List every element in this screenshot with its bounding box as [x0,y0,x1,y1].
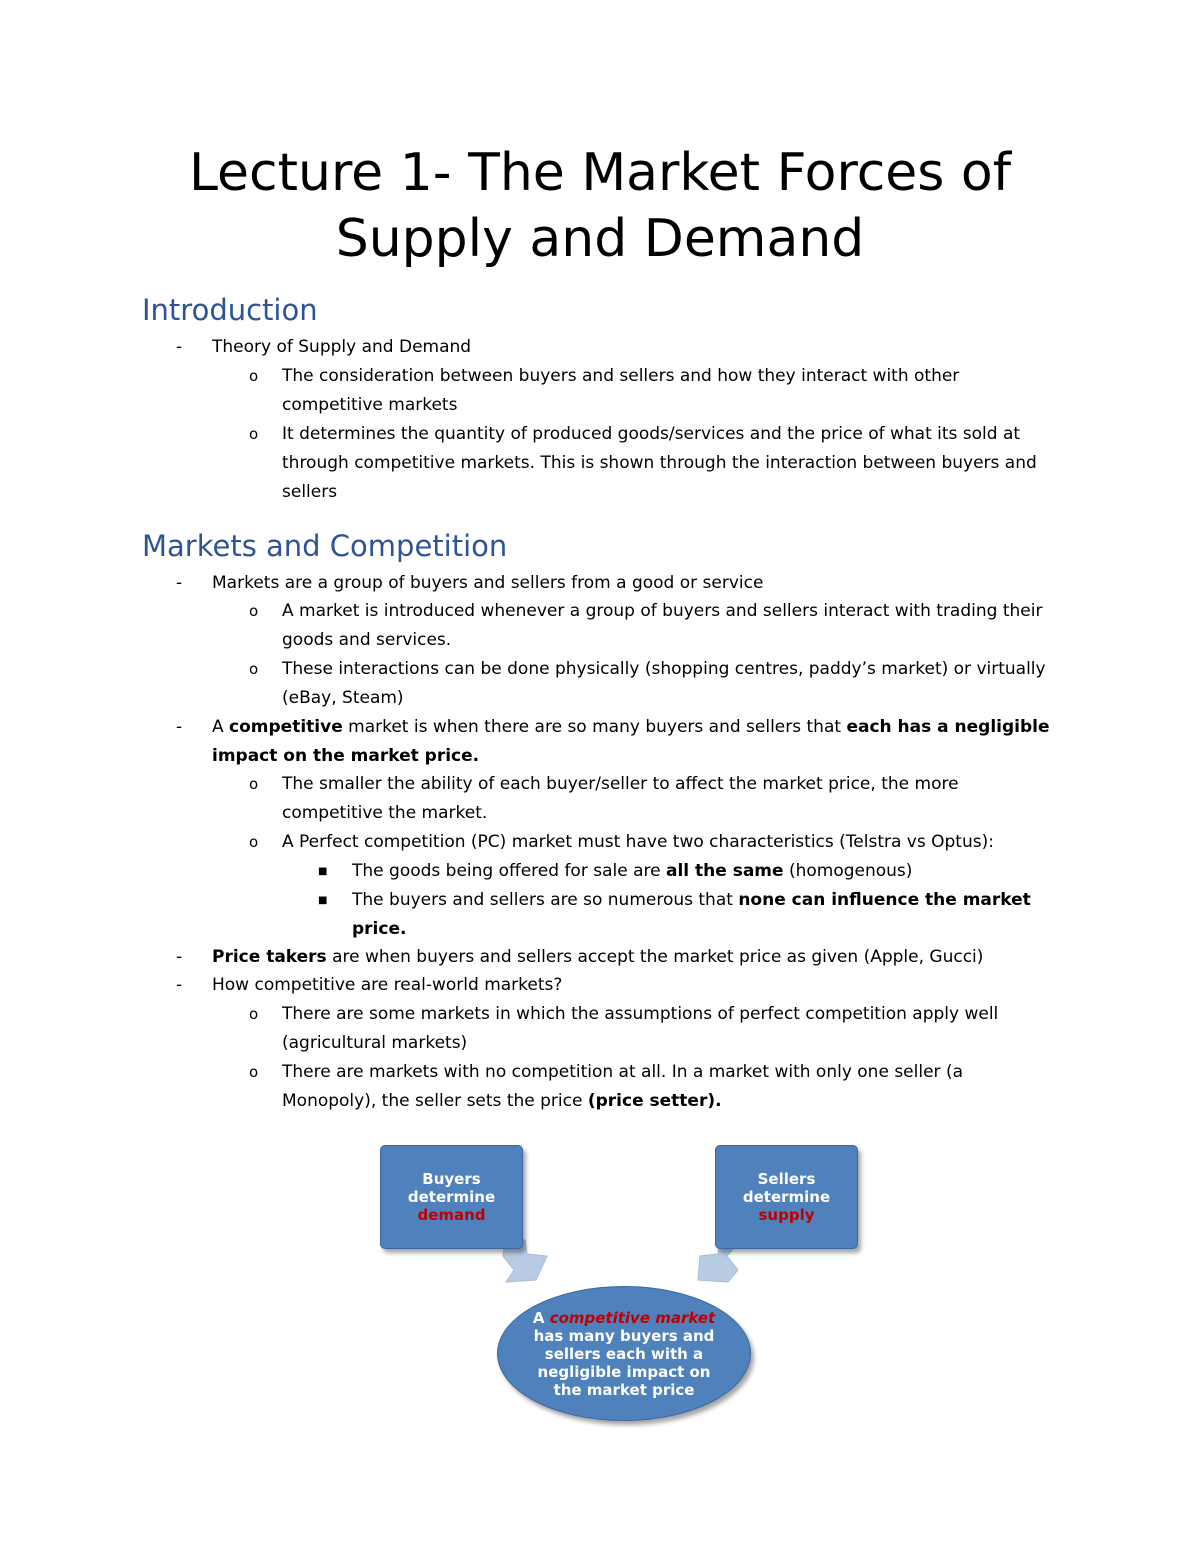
title-line-2: Supply and Demand [335,209,865,269]
title-line-1: Lecture 1- The Market Forces of [188,143,1012,203]
heading-markets-and-competition: Markets and Competition [142,529,508,563]
dash-bullet: - [176,717,183,737]
square-bullet: ■ [318,895,328,906]
document-page: Lecture 1- The Market Forces of Supply and Demand Introduction - Theory of Supply and Demand o The consideration between buyers and sellers and how they interact with other competitive markets o It determines the quantity of produced goods/services and the price of what its sold at through competitive markets. This is shown through the interaction between buyers and sellers Markets and Competition - Markets are a group of buyers and sellers from a good or service o A market is introduced whenever a group of buyers and sellers interact with trading their goods and services. o These interactions can be done physically (shopping centres, paddy’s market) or virtually (eBay, Steam) - A competitive market is when there are so many buyers and sellers that each has a negligible impact on the market price. o The smaller the ability of each buyer/seller to affect the market price, the more competitive the market. o A Perfect competition (PC) market must have two characteristics (Telstra vs Optus): ■ The goods being offered for sale are all the same (homogenous) ■ The buyers and sellers are so numerous that none can influence the market price. - Price takers are when buyers and sellers accept the market price as given (Apple, Gucci) - How competitive are real-world markets? o There are some markets in which the assumptions of perfect competition apply well (agricultural markets) o There are markets with no competition at all. In a market with only one seller (a Monopoly), the seller sets the price (price setter). Buyers determine demand Sellers determine supply A competitive market has many buyers and sellers each with a negligible impact on the market price [0,0,1200,1553]
arrow-buyers-to-market [503,1240,547,1282]
dash-bullet: - [176,947,183,967]
circle-bullet: o [249,425,259,443]
buyers-box: Buyers determine demand [380,1145,523,1249]
competitive-market-ellipse: A competitive market has many buyers and sellers each with a negligible impact on the market price [497,1286,751,1421]
dash-bullet: - [176,337,183,357]
sellers-box: Sellers determine supply [715,1145,858,1249]
circle-bullet: o [249,660,259,678]
square-bullet: ■ [318,866,328,877]
circle-bullet: o [249,775,259,793]
circle-bullet: o [249,602,259,620]
dash-bullet: - [176,573,183,593]
dash-bullet: - [176,975,183,995]
arrow-sellers-to-market [698,1240,740,1282]
circle-bullet: o [249,367,259,385]
heading-introduction: Introduction [142,293,318,327]
circle-bullet: o [249,1005,259,1023]
circle-bullet: o [249,1063,259,1081]
document-title [100,140,1100,272]
circle-bullet: o [249,833,259,851]
